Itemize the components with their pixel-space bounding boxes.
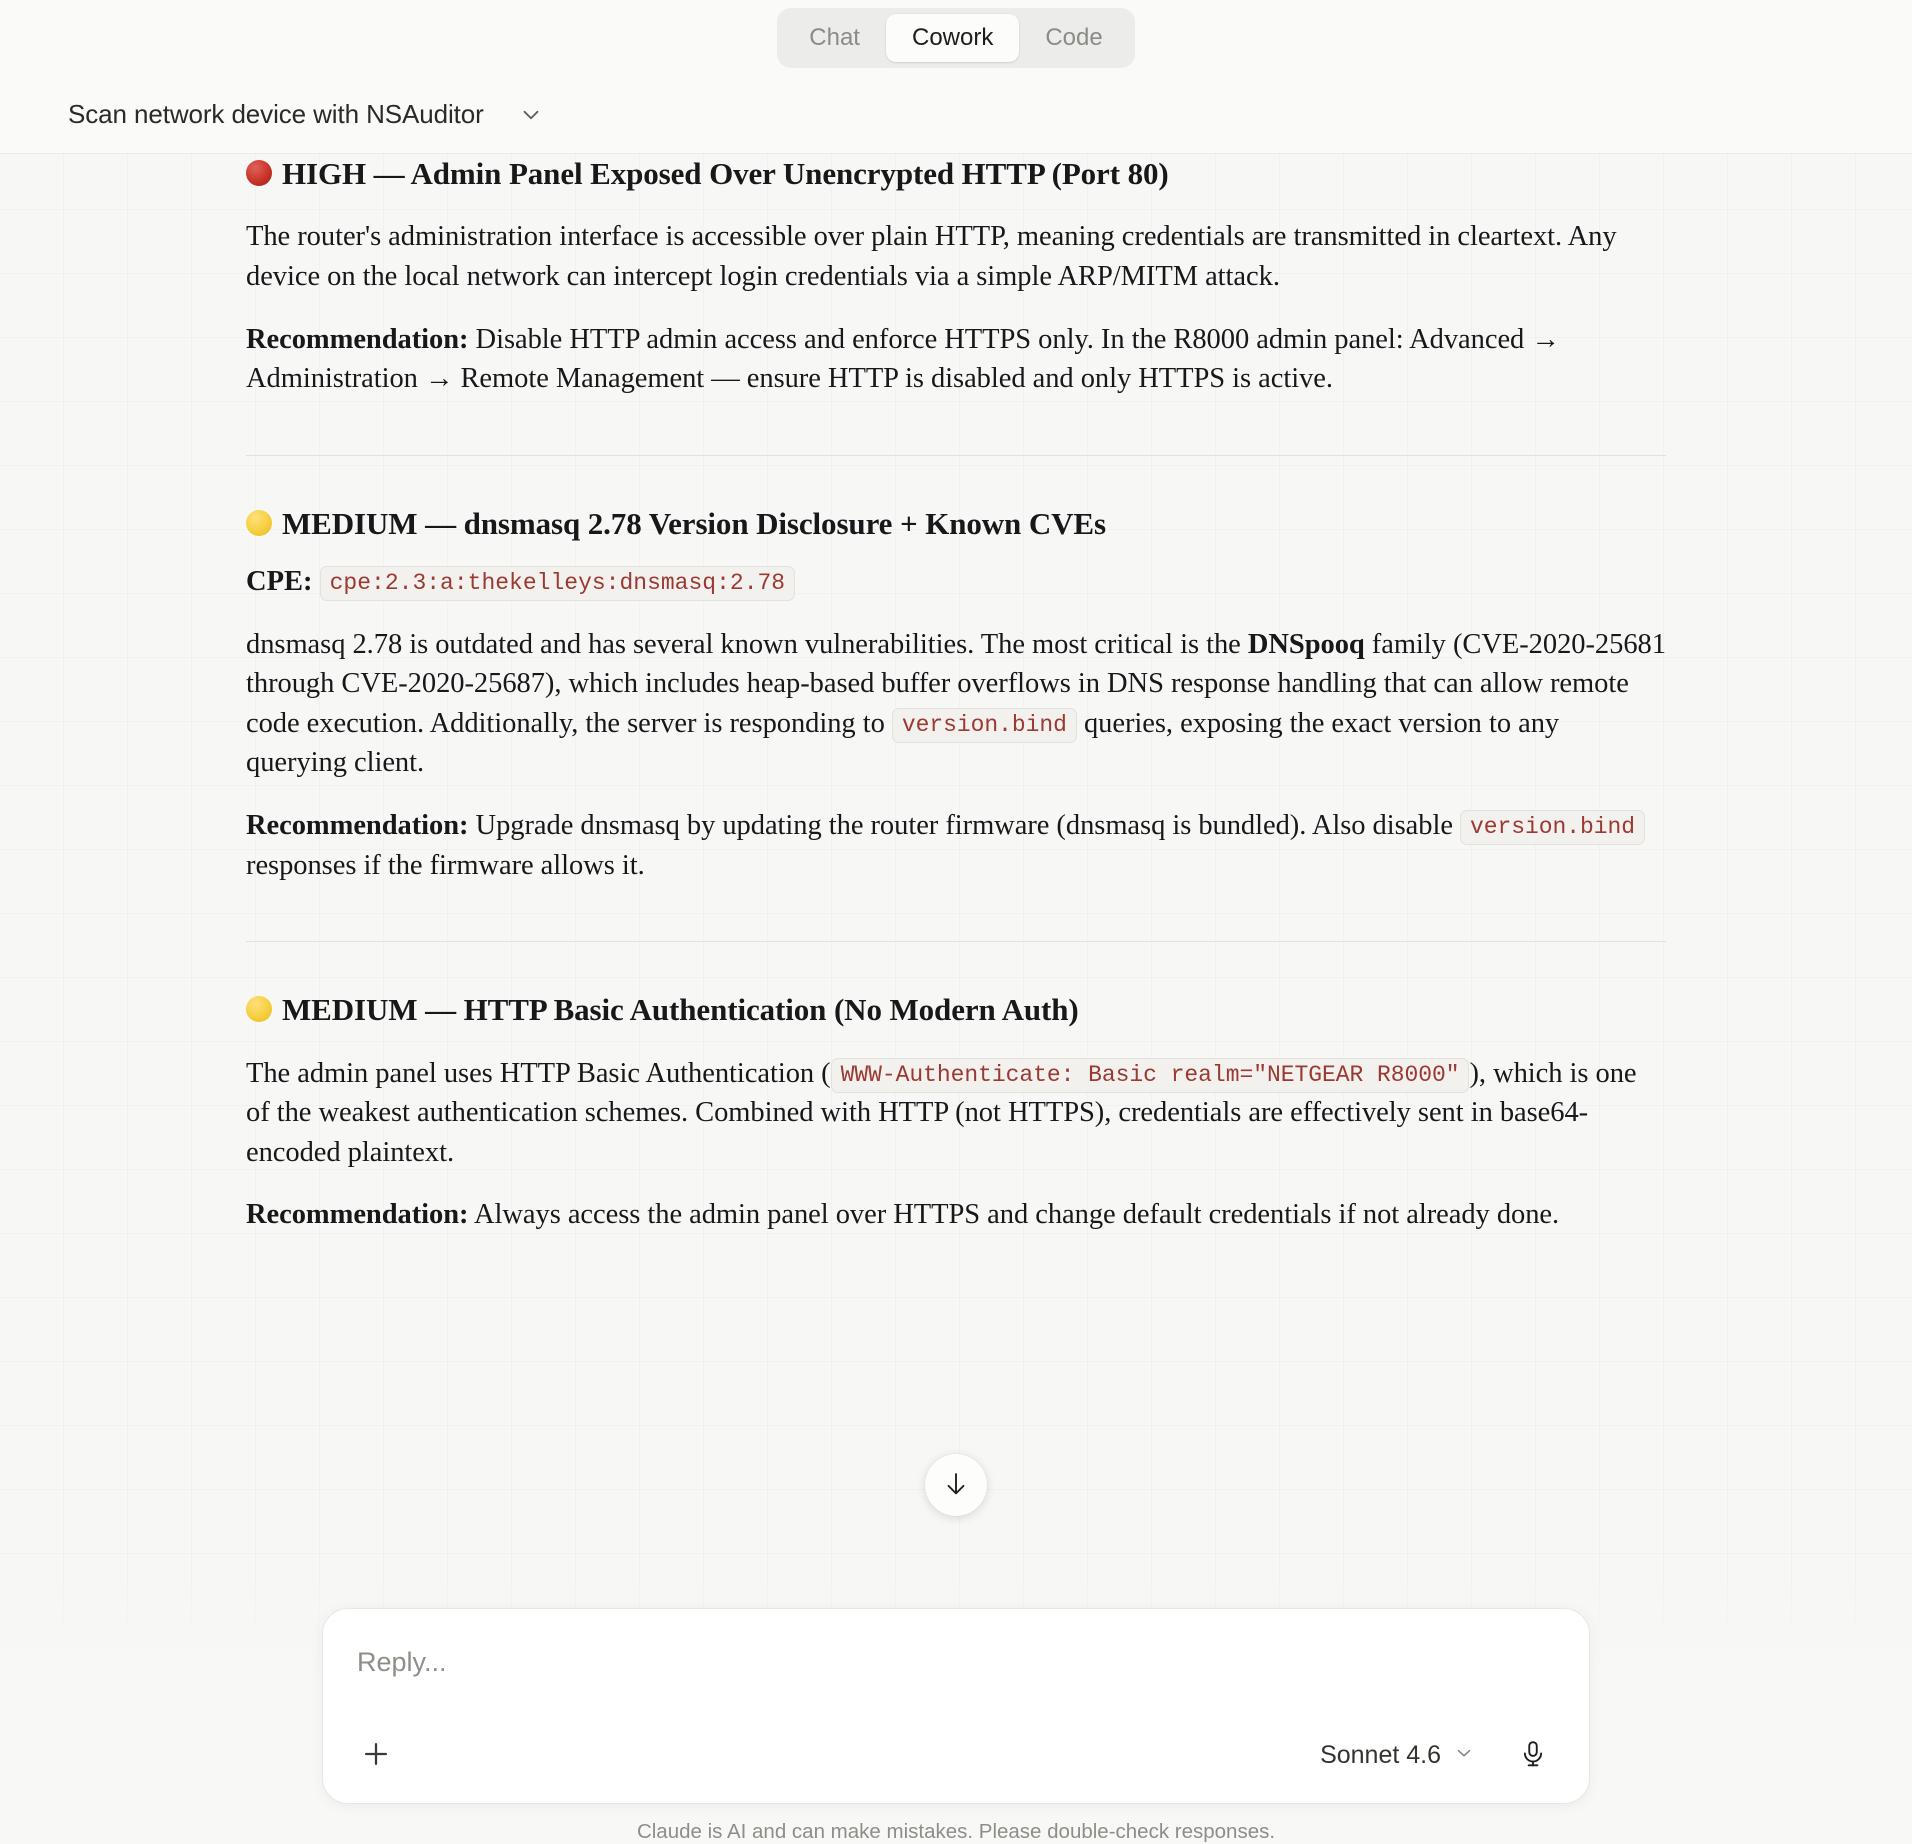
version-bind-code: version.bind [892,708,1077,743]
finding-heading [246,504,1666,544]
section-divider [246,941,1666,942]
scroll-to-bottom-button[interactable] [925,1454,987,1516]
finding-recommendation [246,806,1666,885]
conversation-header [0,76,1912,154]
finding-recommendation [246,320,1666,399]
finding-recommendation [246,1195,1666,1235]
finding-description: The router's administration interface is accessible over plain HTTP, meaning credentials are transmitted in cleartext. Any device on the local network can intercept login credentials via a simple ARP/MITM attack. [246,221,1617,292]
desc-part-3: queries, exposing the exact version to any querying client. [246,707,1560,779]
model-name-label: Sonnet 4.6 [1320,1740,1441,1769]
section-divider [246,455,1666,456]
rec-part-2: responses if the firmware allows it. [246,849,645,881]
reply-input[interactable] [357,1639,1555,1678]
disclaimer-text: Claude is AI and can make mistakes. Please double-check responses. [636,1820,1276,1843]
finding-description [246,1054,1666,1173]
tab-cowork[interactable]: Cowork [886,14,1019,62]
finding-medium-basic-auth [246,990,1666,1235]
finding-high-http-admin-panel [246,154,1666,399]
cpe-label: CPE: [246,566,313,598]
recommendation-text: Disable HTTP admin access and enforce HTTPS only. In the R8000 admin panel: Advanced → Administration → Remote Management — ensure HTTP is disabled and only HTTPS is active. [246,323,1560,395]
recommendation-label: Recommendation: [246,323,469,355]
composer-right-controls [1314,1733,1555,1777]
voice-input-button[interactable] [1511,1733,1555,1777]
finding-heading-text: MEDIUM — dnsmasq 2.78 Version Disclosure + Known CVEs [282,505,1106,541]
desc-part-1: dnsmasq 2.78 is outdated and has several known vulnerabilities. The most critical is the [246,628,1248,660]
attach-button[interactable] [353,1732,399,1778]
red-circle-icon [246,160,272,186]
tab-code[interactable]: Code [1019,14,1128,62]
mode-tab-group [777,8,1134,68]
chevron-down-icon [1453,1742,1475,1769]
assistant-message [246,154,1666,1275]
finding-heading-text: MEDIUM — HTTP Basic Authentication (No Modern Auth) [282,992,1079,1028]
microphone-icon [1518,1739,1548,1772]
plus-icon [359,1737,393,1774]
tab-chat[interactable]: Chat [783,14,886,62]
finding-medium-dnsmasq [246,504,1666,886]
yellow-circle-icon [246,996,272,1022]
recommendation-label: Recommendation: [246,810,469,842]
model-selector[interactable] [1314,1735,1481,1776]
desc-bold-term: DNSpooq [1247,628,1365,660]
finding-heading [246,990,1666,1030]
cpe-line [246,562,1666,602]
composer-area [0,1584,1912,1844]
composer-box [322,1608,1590,1804]
rec-part-1: Upgrade dnsmasq by updating the router firmware (dnsmasq is bundled). Also disable [468,810,1460,842]
desc-part-1: The admin panel uses HTTP Basic Authentication ( [246,1057,831,1089]
cpe-value-code: cpe:2.3:a:thekelleys:dnsmasq:2.78 [320,566,795,601]
rec-part-1: Always access the admin panel over HTTPS and change default credentials if not already done. [468,1199,1560,1231]
version-bind-code: version.bind [1460,810,1645,845]
composer-toolbar [357,1711,1555,1803]
www-authenticate-code: WWW-Authenticate: Basic realm="NETGEAR R8000" [831,1058,1470,1093]
chevron-down-icon[interactable] [518,102,544,128]
recommendation-label: Recommendation: [246,1199,469,1231]
desc-part-2: family (CVE-2020-25681 through CVE-2020-25687), which includes heap-based buffer overflows in DNS response handling that can allow remote code execution. Additionally, the server is responding to [246,628,1666,739]
top-tab-bar [0,0,1912,76]
arrow-down-icon [941,1469,971,1502]
page-title: Scan network device with NSAuditor [68,99,484,129]
desc-part-2: ), which is one of the weakest authentication schemes. Combined with HTTP (not HTTPS), credentials are effectively sent in base64-encoded plaintext. [246,1057,1637,1168]
finding-heading [246,154,1666,194]
finding-heading-text: HIGH — Admin Panel Exposed Over Unencrypted HTTP (Port 80) [282,156,1169,191]
finding-description [246,625,1666,783]
yellow-circle-icon [246,510,272,536]
